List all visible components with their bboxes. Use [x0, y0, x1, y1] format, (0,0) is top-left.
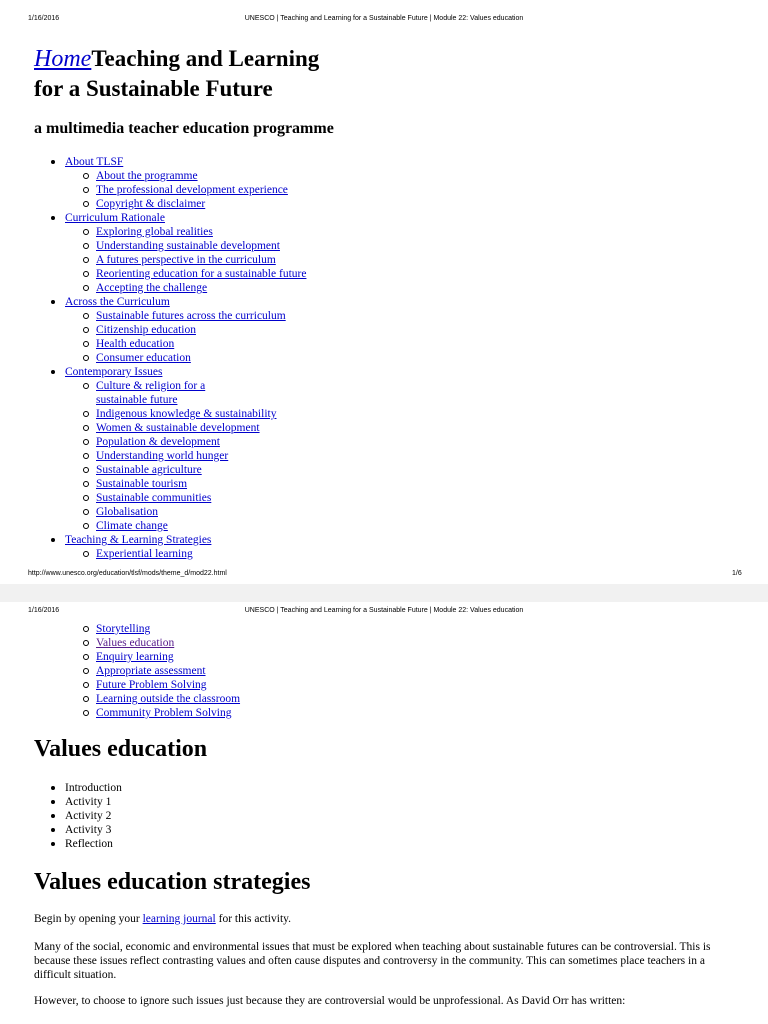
nav-item[interactable]: Reorienting education for a sustainable future — [96, 268, 307, 280]
nav-item-culture[interactable] — [96, 380, 205, 406]
bullet — [83, 411, 89, 417]
nav-section — [65, 211, 306, 295]
nav-item-line: Culture & religion for a — [96, 380, 206, 392]
bullet — [83, 495, 89, 501]
print-date: 1/16/2016 — [28, 607, 60, 614]
bullet — [83, 271, 89, 277]
nav-item[interactable]: Indigenous knowledge & sustainability — [96, 408, 277, 420]
bullet — [83, 453, 89, 459]
page-heading: Values education — [34, 736, 208, 762]
nav-item[interactable]: Sustainable communities — [96, 492, 212, 504]
section-label: Activity 1 — [65, 796, 112, 808]
nav-item[interactable]: Sustainable tourism — [96, 478, 188, 490]
main-nav — [65, 155, 306, 561]
nav-about[interactable]: About TLSF — [65, 156, 124, 168]
nav-item[interactable]: Future Problem Solving — [96, 679, 207, 691]
nav-section — [65, 365, 306, 533]
bullet — [83, 509, 89, 515]
bullet — [83, 187, 89, 193]
module-sections — [65, 781, 122, 851]
nav-item[interactable]: Accepting the challenge — [96, 282, 208, 294]
bullet — [51, 538, 55, 542]
print-page-number: 1/6 — [732, 570, 742, 577]
bullet — [83, 626, 89, 632]
nav-item[interactable]: Climate change — [96, 520, 168, 532]
nav-item[interactable]: Appropriate assessment — [96, 665, 206, 677]
bullet — [51, 842, 55, 846]
intro-text: for this activity. — [215, 913, 292, 925]
bullet — [83, 696, 89, 702]
bullet — [83, 710, 89, 716]
nav-sublist — [65, 225, 306, 295]
bullet — [83, 425, 89, 431]
site-title-line1: Teaching and Learning — [91, 46, 320, 71]
list-item — [65, 809, 122, 823]
nav-section — [65, 295, 306, 365]
learning-journal-link[interactable]: learning journal — [142, 913, 216, 925]
bullet — [51, 160, 55, 164]
bullet — [51, 370, 55, 374]
bullet — [83, 341, 89, 347]
nav-item[interactable]: Sustainable futures across the curriculum — [96, 310, 286, 322]
home-link[interactable]: Home — [34, 46, 92, 72]
nav-item-line: sustainable future — [96, 394, 178, 406]
nav-item[interactable]: Exploring global realities — [96, 226, 213, 238]
print-header-title: UNESCO | Teaching and Learning for a Sustainable Future | Module 22: Values education — [244, 15, 524, 22]
bullet — [83, 355, 89, 361]
nav-item[interactable]: Learning outside the classroom — [96, 693, 241, 705]
section-label: Introduction — [65, 782, 122, 794]
nav-item[interactable]: Understanding world hunger — [96, 450, 229, 462]
nav-item[interactable]: Experiential learning — [96, 548, 193, 560]
intro-text: Begin by opening your — [34, 913, 143, 925]
nav-contemporary[interactable]: Contemporary Issues — [65, 366, 163, 378]
bullet — [51, 828, 55, 832]
bullet — [83, 467, 89, 473]
nav-continued — [65, 622, 240, 720]
bullet — [83, 173, 89, 179]
bullet — [83, 229, 89, 235]
list-item — [65, 781, 122, 795]
section-label: Reflection — [65, 838, 113, 850]
print-header-title: UNESCO | Teaching and Learning for a Sustainable Future | Module 22: Values education — [244, 607, 524, 614]
nav-item[interactable]: Community Problem Solving — [96, 707, 232, 719]
print-url: http://www.unesco.org/education/tlsf/mods/theme_d/mod22.html — [28, 570, 227, 577]
list-item — [65, 823, 122, 837]
bullet — [83, 481, 89, 487]
section-heading: Values education strategies — [34, 869, 311, 895]
nav-item[interactable]: Storytelling — [96, 623, 151, 635]
nav-across[interactable]: Across the Curriculum — [65, 296, 170, 308]
bullet — [83, 439, 89, 445]
bullet — [51, 800, 55, 804]
bullet — [83, 243, 89, 249]
bullet — [83, 654, 89, 660]
nav-teaching[interactable]: Teaching & Learning Strategies — [65, 534, 212, 546]
body-paragraph: Many of the social, economic and environmental issues that must be explored when teaching about sustainable futures can be controversial. This is because these issues reflect contrasting values and often cause disputes and controversy in the community. This can sometimes place teachers in a difficult situation. — [34, 941, 711, 981]
nav-item[interactable]: Women & sustainable development — [96, 422, 260, 434]
bullet — [83, 682, 89, 688]
nav-item[interactable]: Citizenship education — [96, 324, 196, 336]
bullet — [51, 300, 55, 304]
nav-item[interactable]: Understanding sustainable development — [96, 240, 280, 252]
nav-item[interactable]: Enquiry learning — [96, 651, 174, 663]
section-label: Activity 3 — [65, 824, 112, 836]
nav-curriculum[interactable]: Curriculum Rationale — [65, 212, 165, 224]
nav-sublist — [65, 379, 306, 533]
bullet — [83, 201, 89, 207]
bullet — [83, 551, 89, 557]
bullet — [83, 668, 89, 674]
bullet — [83, 640, 89, 646]
nav-item[interactable]: Globalisation — [96, 506, 158, 518]
body-paragraph: However, to choose to ignore such issues just because they are controversial would be unprofessional. As David Orr has written: — [34, 995, 626, 1007]
nav-sublist — [65, 547, 306, 561]
bullet — [51, 786, 55, 790]
print-date: 1/16/2016 — [28, 15, 60, 22]
intro-paragraph — [34, 912, 734, 926]
nav-section — [65, 155, 306, 211]
nav-item[interactable]: About the programme — [96, 170, 198, 182]
section-label: Activity 2 — [65, 810, 112, 822]
nav-item[interactable]: A futures perspective in the curriculum — [96, 254, 276, 266]
nav-sublist — [65, 622, 240, 720]
bullet — [83, 313, 89, 319]
bullet — [83, 327, 89, 333]
nav-sublist — [65, 169, 306, 211]
nav-item-current[interactable]: Values education — [96, 637, 175, 649]
bullet — [83, 285, 89, 291]
nav-sublist — [65, 309, 306, 365]
list-item — [65, 795, 122, 809]
bullet — [83, 257, 89, 263]
bullet — [51, 814, 55, 818]
bullet — [83, 523, 89, 529]
list-item — [65, 837, 122, 851]
nav-item[interactable]: Consumer education — [96, 352, 191, 364]
nav-item[interactable]: Health education — [96, 338, 175, 350]
site-title — [34, 44, 319, 103]
site-title-line2: for a Sustainable Future — [34, 76, 273, 101]
page-break — [0, 584, 768, 602]
nav-section — [65, 533, 306, 561]
nav-item[interactable]: Population & development — [96, 436, 220, 448]
bullet — [83, 383, 89, 389]
tagline: a multimedia teacher education programme — [34, 120, 334, 137]
nav-item[interactable]: Sustainable agriculture — [96, 464, 202, 476]
nav-section — [65, 622, 240, 720]
nav-item[interactable]: Copyright & disclaimer — [96, 198, 206, 210]
bullet — [51, 216, 55, 220]
nav-item[interactable]: The professional development experience — [96, 184, 288, 196]
